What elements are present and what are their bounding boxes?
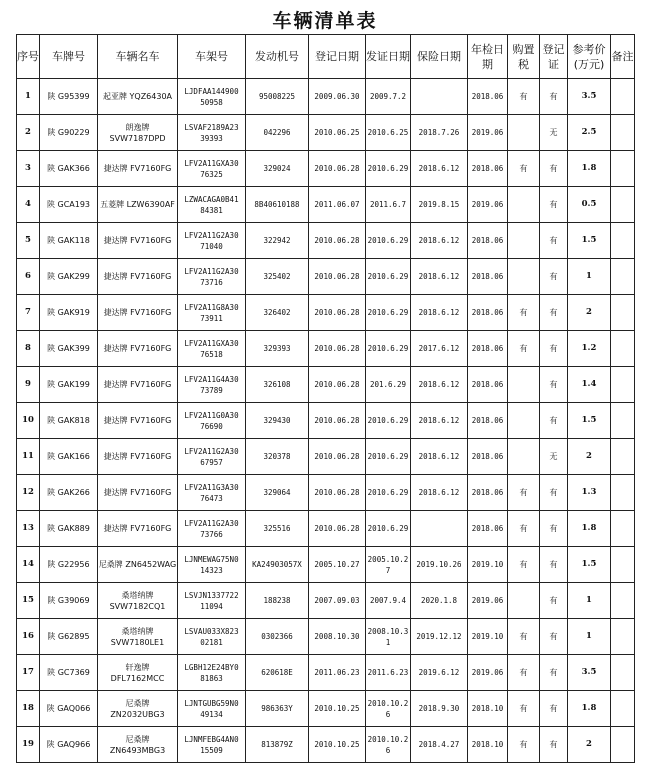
- cell-plate: 陕 GAK266: [40, 475, 98, 511]
- cell-index: 14: [17, 547, 40, 583]
- cell-remarks: [611, 439, 635, 475]
- column-header-remarks: 备注: [611, 35, 635, 79]
- cell-engine-no: 320378: [246, 439, 309, 475]
- cell-issue-date: 2009.7.2: [366, 79, 411, 115]
- cell-vin: LSVAU033X823 02181: [178, 619, 246, 655]
- cell-index: 10: [17, 403, 40, 439]
- cell-register-date: 2010.06.28: [309, 295, 366, 331]
- table-row: [17, 655, 635, 691]
- cell-reference-price: 1.8: [568, 151, 611, 187]
- cell-insurance-date: 2019.10.26: [411, 547, 468, 583]
- cell-insurance-date: 2018.6.12: [411, 475, 468, 511]
- cell-insurance-date: 2018.6.12: [411, 223, 468, 259]
- cell-engine-no: 8B40610188: [246, 187, 309, 223]
- cell-model: 桑塔纳牌 SVW7182CQ1: [98, 583, 178, 619]
- cell-engine-no: 042296: [246, 115, 309, 151]
- cell-vin: LFV2A11G2A30 67957: [178, 439, 246, 475]
- cell-registration-cert: 有: [540, 295, 568, 331]
- cell-purchase-tax: [508, 403, 540, 439]
- cell-inspection-date: 2018.06: [468, 367, 508, 403]
- column-header-index: 序号: [17, 35, 40, 79]
- cell-registration-cert: 有: [540, 727, 568, 763]
- cell-engine-no: 986363Y: [246, 691, 309, 727]
- cell-purchase-tax: 有: [508, 331, 540, 367]
- table-header-row: [17, 35, 635, 79]
- cell-remarks: [611, 367, 635, 403]
- cell-reference-price: 2: [568, 295, 611, 331]
- cell-model: 五菱牌 LZW6390AF: [98, 187, 178, 223]
- cell-inspection-date: 2019.06: [468, 115, 508, 151]
- cell-insurance-date: 2020.1.8: [411, 583, 468, 619]
- cell-register-date: 2010.06.28: [309, 475, 366, 511]
- cell-register-date: 2010.06.28: [309, 151, 366, 187]
- cell-insurance-date: 2018.6.12: [411, 151, 468, 187]
- cell-insurance-date: 2019.8.15: [411, 187, 468, 223]
- cell-plate: 陕 GAK199: [40, 367, 98, 403]
- cell-engine-no: 322942: [246, 223, 309, 259]
- cell-index: 18: [17, 691, 40, 727]
- cell-vin: LJDFAA144900 50958: [178, 79, 246, 115]
- cell-remarks: [611, 727, 635, 763]
- cell-registration-cert: 有: [540, 151, 568, 187]
- cell-index: 8: [17, 331, 40, 367]
- cell-issue-date: 2010.6.29: [366, 223, 411, 259]
- table-row: [17, 295, 635, 331]
- table-row: [17, 151, 635, 187]
- cell-register-date: 2007.09.03: [309, 583, 366, 619]
- cell-registration-cert: 有: [540, 655, 568, 691]
- cell-reference-price: 3.5: [568, 655, 611, 691]
- cell-reference-price: 2.5: [568, 115, 611, 151]
- cell-plate: 陕 GAK399: [40, 331, 98, 367]
- cell-engine-no: 329064: [246, 475, 309, 511]
- cell-register-date: 2010.06.28: [309, 439, 366, 475]
- cell-vin: LZWACAGA0B41 84381: [178, 187, 246, 223]
- column-header-registration-cert: 登记证: [540, 35, 568, 79]
- cell-model: 尼桑牌 ZN2032UBG3: [98, 691, 178, 727]
- table-row: [17, 727, 635, 763]
- column-header-engine-no: 发动机号: [246, 35, 309, 79]
- table-row: [17, 79, 635, 115]
- cell-model: 朗逸牌 SVW7187DPD: [98, 115, 178, 151]
- cell-vin: LFV2A11GXA30 76518: [178, 331, 246, 367]
- cell-index: 19: [17, 727, 40, 763]
- cell-issue-date: 2008.10.3 1: [366, 619, 411, 655]
- cell-remarks: [611, 691, 635, 727]
- cell-register-date: 2008.10.30: [309, 619, 366, 655]
- cell-insurance-date: 2018.6.12: [411, 295, 468, 331]
- cell-vin: LFV2A11G3A30 76473: [178, 475, 246, 511]
- cell-insurance-date: 2018.6.12: [411, 403, 468, 439]
- cell-model: 尼桑牌 ZN6452WAG: [98, 547, 178, 583]
- cell-issue-date: 2011.6.23: [366, 655, 411, 691]
- cell-register-date: 2010.06.28: [309, 223, 366, 259]
- column-header-inspection-date: 年检日期: [468, 35, 508, 79]
- cell-inspection-date: 2019.06: [468, 583, 508, 619]
- cell-purchase-tax: 有: [508, 691, 540, 727]
- cell-remarks: [611, 511, 635, 547]
- cell-registration-cert: 有: [540, 511, 568, 547]
- cell-model: 捷达牌 FV7160FG: [98, 439, 178, 475]
- cell-index: 4: [17, 187, 40, 223]
- cell-purchase-tax: [508, 367, 540, 403]
- cell-remarks: [611, 619, 635, 655]
- cell-reference-price: 2: [568, 439, 611, 475]
- cell-registration-cert: 有: [540, 187, 568, 223]
- cell-purchase-tax: [508, 259, 540, 295]
- cell-issue-date: 2010.6.29: [366, 511, 411, 547]
- cell-inspection-date: 2018.06: [468, 259, 508, 295]
- cell-issue-date: 2010.6.25: [366, 115, 411, 151]
- cell-reference-price: 1.3: [568, 475, 611, 511]
- cell-registration-cert: 有: [540, 223, 568, 259]
- cell-purchase-tax: [508, 223, 540, 259]
- cell-inspection-date: 2018.06: [468, 331, 508, 367]
- cell-plate: 陕 GAK118: [40, 223, 98, 259]
- cell-purchase-tax: 有: [508, 151, 540, 187]
- cell-remarks: [611, 223, 635, 259]
- cell-remarks: [611, 655, 635, 691]
- cell-plate: 陕 GAQ066: [40, 691, 98, 727]
- cell-reference-price: 1: [568, 619, 611, 655]
- page-title: 车辆清单表: [272, 10, 378, 32]
- cell-engine-no: 95008225: [246, 79, 309, 115]
- cell-insurance-date: 2018.6.12: [411, 367, 468, 403]
- cell-engine-no: KA24903057X: [246, 547, 309, 583]
- table-row: [17, 403, 635, 439]
- table-row: [17, 259, 635, 295]
- cell-plate: 陕 G62895: [40, 619, 98, 655]
- column-header-issue-date: 发证日期: [366, 35, 411, 79]
- cell-vin: LFV2A11GXA30 76325: [178, 151, 246, 187]
- cell-vin: LFV2A11G8A30 73911: [178, 295, 246, 331]
- cell-issue-date: 2010.6.29: [366, 259, 411, 295]
- cell-vin: LGBH12E24BY0 81863: [178, 655, 246, 691]
- cell-remarks: [611, 187, 635, 223]
- cell-issue-date: 2010.6.29: [366, 151, 411, 187]
- cell-index: 12: [17, 475, 40, 511]
- cell-inspection-date: 2018.10: [468, 727, 508, 763]
- cell-plate: 陕 GAK299: [40, 259, 98, 295]
- cell-registration-cert: 无: [540, 115, 568, 151]
- cell-model: 捷达牌 FV7160FG: [98, 223, 178, 259]
- cell-issue-date: 2005.10.2 7: [366, 547, 411, 583]
- table-row: [17, 547, 635, 583]
- table-row: [17, 583, 635, 619]
- cell-vin: LFV2A11G2A30 71040: [178, 223, 246, 259]
- cell-reference-price: 3.5: [568, 79, 611, 115]
- cell-insurance-date: 2019.12.12: [411, 619, 468, 655]
- cell-inspection-date: 2018.10: [468, 691, 508, 727]
- cell-model: 捷达牌 FV7160FG: [98, 367, 178, 403]
- cell-model: 捷达牌 FV7160FG: [98, 259, 178, 295]
- cell-remarks: [611, 331, 635, 367]
- cell-reference-price: 1.8: [568, 691, 611, 727]
- cell-insurance-date: 2018.6.12: [411, 259, 468, 295]
- cell-remarks: [611, 295, 635, 331]
- cell-vin: LJNTGUBG59N0 49134: [178, 691, 246, 727]
- cell-model: 捷达牌 FV7160FG: [98, 475, 178, 511]
- cell-registration-cert: 有: [540, 259, 568, 295]
- cell-vin: LFV2A11G2A30 73766: [178, 511, 246, 547]
- cell-issue-date: 2010.6.29: [366, 475, 411, 511]
- cell-plate: 陕 G95399: [40, 79, 98, 115]
- cell-remarks: [611, 583, 635, 619]
- cell-plate: 陕 G39069: [40, 583, 98, 619]
- table-row: [17, 439, 635, 475]
- cell-plate: 陕 GAK166: [40, 439, 98, 475]
- cell-insurance-date: 2018.6.12: [411, 439, 468, 475]
- cell-insurance-date: 2018.7.26: [411, 115, 468, 151]
- cell-reference-price: 2: [568, 727, 611, 763]
- cell-index: 1: [17, 79, 40, 115]
- cell-plate: 陕 G22956: [40, 547, 98, 583]
- cell-inspection-date: 2018.06: [468, 475, 508, 511]
- cell-inspection-date: 2018.06: [468, 403, 508, 439]
- cell-plate: 陕 GAK818: [40, 403, 98, 439]
- cell-inspection-date: 2018.06: [468, 223, 508, 259]
- cell-inspection-date: 2018.06: [468, 79, 508, 115]
- column-header-register-date: 登记日期: [309, 35, 366, 79]
- cell-reference-price: 0.5: [568, 187, 611, 223]
- cell-issue-date: 2010.6.29: [366, 331, 411, 367]
- cell-issue-date: 201.6.29: [366, 367, 411, 403]
- cell-vin: LJNMFEBG4AN0 15509: [178, 727, 246, 763]
- cell-register-date: 2010.06.28: [309, 511, 366, 547]
- cell-remarks: [611, 151, 635, 187]
- cell-vin: LFV2A11G4A30 73789: [178, 367, 246, 403]
- cell-inspection-date: 2019.10: [468, 619, 508, 655]
- cell-vin: LSVAF2189A23 39393: [178, 115, 246, 151]
- cell-vin: LFV2A11G2A30 73716: [178, 259, 246, 295]
- cell-purchase-tax: 有: [508, 547, 540, 583]
- cell-issue-date: 2007.9.4: [366, 583, 411, 619]
- table-row: [17, 475, 635, 511]
- cell-purchase-tax: 有: [508, 619, 540, 655]
- cell-reference-price: 1.8: [568, 511, 611, 547]
- cell-remarks: [611, 403, 635, 439]
- cell-issue-date: 2011.6.7: [366, 187, 411, 223]
- cell-inspection-date: 2019.10: [468, 547, 508, 583]
- cell-purchase-tax: [508, 439, 540, 475]
- cell-index: 17: [17, 655, 40, 691]
- cell-plate: 陕 GC7369: [40, 655, 98, 691]
- cell-register-date: 2010.06.25: [309, 115, 366, 151]
- cell-engine-no: 326108: [246, 367, 309, 403]
- cell-insurance-date: 2019.6.12: [411, 655, 468, 691]
- cell-reference-price: 1.5: [568, 547, 611, 583]
- cell-purchase-tax: 有: [508, 475, 540, 511]
- cell-reference-price: 1.4: [568, 367, 611, 403]
- table-body: [17, 79, 635, 763]
- cell-index: 7: [17, 295, 40, 331]
- cell-registration-cert: 有: [540, 403, 568, 439]
- table-row: [17, 691, 635, 727]
- column-header-insurance-date: 保险日期: [411, 35, 468, 79]
- cell-insurance-date: 2018.4.27: [411, 727, 468, 763]
- cell-engine-no: 0302366: [246, 619, 309, 655]
- cell-inspection-date: 2018.06: [468, 511, 508, 547]
- cell-registration-cert: 无: [540, 439, 568, 475]
- cell-insurance-date: [411, 511, 468, 547]
- cell-reference-price: 1: [568, 259, 611, 295]
- cell-inspection-date: 2018.06: [468, 295, 508, 331]
- cell-register-date: 2010.06.28: [309, 367, 366, 403]
- cell-register-date: 2010.06.28: [309, 331, 366, 367]
- cell-remarks: [611, 115, 635, 151]
- cell-plate: 陕 GCA193: [40, 187, 98, 223]
- cell-registration-cert: 有: [540, 79, 568, 115]
- cell-model: 捷达牌 FV7160FG: [98, 295, 178, 331]
- column-header-vin: 车架号: [178, 35, 246, 79]
- cell-register-date: 2005.10.27: [309, 547, 366, 583]
- cell-registration-cert: 有: [540, 547, 568, 583]
- cell-register-date: 2010.10.25: [309, 691, 366, 727]
- cell-vin: LFV2A11G0A30 76690: [178, 403, 246, 439]
- cell-plate: 陕 G90229: [40, 115, 98, 151]
- cell-model: 桑塔纳牌 SVW7180LE1: [98, 619, 178, 655]
- cell-purchase-tax: 有: [508, 655, 540, 691]
- cell-model: 捷达牌 FV7160FG: [98, 331, 178, 367]
- cell-model: 起亚牌 YQZ6430A: [98, 79, 178, 115]
- cell-index: 13: [17, 511, 40, 547]
- cell-index: 11: [17, 439, 40, 475]
- cell-engine-no: 188238: [246, 583, 309, 619]
- cell-remarks: [611, 79, 635, 115]
- cell-engine-no: 325402: [246, 259, 309, 295]
- cell-vin: LJNMEWAG75N0 14323: [178, 547, 246, 583]
- cell-registration-cert: 有: [540, 619, 568, 655]
- cell-issue-date: 2010.10.2 6: [366, 727, 411, 763]
- table-row: [17, 187, 635, 223]
- cell-index: 2: [17, 115, 40, 151]
- cell-plate: 陕 GAK889: [40, 511, 98, 547]
- cell-issue-date: 2010.6.29: [366, 439, 411, 475]
- cell-register-date: 2010.10.25: [309, 727, 366, 763]
- cell-model: 捷达牌 FV7160FG: [98, 511, 178, 547]
- cell-reference-price: 1.5: [568, 403, 611, 439]
- cell-engine-no: 620618E: [246, 655, 309, 691]
- cell-model: 尼桑牌 ZN6493MBG3: [98, 727, 178, 763]
- cell-register-date: 2010.06.28: [309, 403, 366, 439]
- cell-index: 16: [17, 619, 40, 655]
- column-header-plate: 车牌号: [40, 35, 98, 79]
- cell-index: 15: [17, 583, 40, 619]
- cell-inspection-date: 2019.06: [468, 655, 508, 691]
- cell-purchase-tax: [508, 187, 540, 223]
- table-row: [17, 331, 635, 367]
- cell-issue-date: 2010.10.2 6: [366, 691, 411, 727]
- cell-engine-no: 329024: [246, 151, 309, 187]
- cell-index: 5: [17, 223, 40, 259]
- cell-registration-cert: 有: [540, 475, 568, 511]
- cell-inspection-date: 2018.06: [468, 439, 508, 475]
- cell-registration-cert: 有: [540, 367, 568, 403]
- cell-registration-cert: 有: [540, 583, 568, 619]
- cell-issue-date: 2010.6.29: [366, 295, 411, 331]
- table-row: [17, 619, 635, 655]
- table-row: [17, 367, 635, 403]
- cell-index: 3: [17, 151, 40, 187]
- cell-insurance-date: 2017.6.12: [411, 331, 468, 367]
- cell-reference-price: 1.2: [568, 331, 611, 367]
- column-header-model: 车辆名车: [98, 35, 178, 79]
- cell-reference-price: 1.5: [568, 223, 611, 259]
- cell-remarks: [611, 259, 635, 295]
- cell-purchase-tax: 有: [508, 727, 540, 763]
- column-header-reference-price: 参考价(万元): [568, 35, 611, 79]
- column-header-purchase-tax: 购置税: [508, 35, 540, 79]
- cell-registration-cert: 有: [540, 331, 568, 367]
- cell-model: 捷达牌 FV7160FG: [98, 151, 178, 187]
- table-row: [17, 223, 635, 259]
- cell-plate: 陕 GAQ966: [40, 727, 98, 763]
- cell-issue-date: 2010.6.29: [366, 403, 411, 439]
- cell-registration-cert: 有: [540, 691, 568, 727]
- cell-remarks: [611, 475, 635, 511]
- cell-register-date: 2011.06.23: [309, 655, 366, 691]
- cell-index: 6: [17, 259, 40, 295]
- cell-purchase-tax: 有: [508, 511, 540, 547]
- vehicle-table: [16, 34, 635, 763]
- cell-purchase-tax: [508, 583, 540, 619]
- cell-model: 捷达牌 FV7160FG: [98, 403, 178, 439]
- cell-inspection-date: 2018.06: [468, 151, 508, 187]
- cell-engine-no: 325516: [246, 511, 309, 547]
- cell-vin: LSVJN1337722 11094: [178, 583, 246, 619]
- cell-engine-no: 329393: [246, 331, 309, 367]
- cell-plate: 陕 GAK919: [40, 295, 98, 331]
- cell-purchase-tax: 有: [508, 295, 540, 331]
- cell-engine-no: 326402: [246, 295, 309, 331]
- cell-register-date: 2010.06.28: [309, 259, 366, 295]
- cell-index: 9: [17, 367, 40, 403]
- cell-insurance-date: 2018.9.30: [411, 691, 468, 727]
- cell-engine-no: 329430: [246, 403, 309, 439]
- cell-reference-price: 1: [568, 583, 611, 619]
- cell-remarks: [611, 547, 635, 583]
- cell-purchase-tax: [508, 115, 540, 151]
- cell-register-date: 2009.06.30: [309, 79, 366, 115]
- table-row: [17, 115, 635, 151]
- cell-register-date: 2011.06.07: [309, 187, 366, 223]
- cell-inspection-date: 2019.06: [468, 187, 508, 223]
- cell-engine-no: 813879Z: [246, 727, 309, 763]
- table-row: [17, 511, 635, 547]
- cell-plate: 陕 GAK366: [40, 151, 98, 187]
- cell-purchase-tax: 有: [508, 79, 540, 115]
- cell-insurance-date: [411, 79, 468, 115]
- cell-model: 轩逸牌 DFL7162MCC: [98, 655, 178, 691]
